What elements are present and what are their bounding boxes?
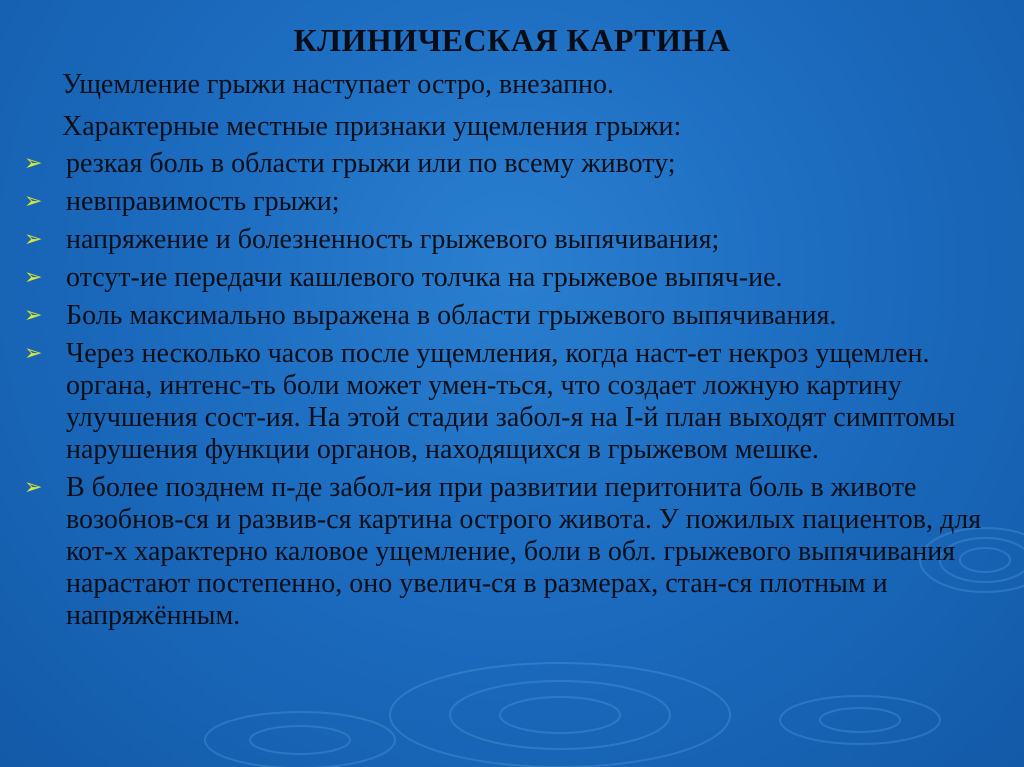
bullet-arrow-icon: ➢ xyxy=(24,227,43,252)
list-item xyxy=(0,338,1024,466)
bullet-text: резкая боль в области грыжи или по всему животу; xyxy=(66,148,676,179)
bullet-text: В более позднем п-де забол-ия при развитии перитонита боль в животе возобнов-ся и развив-ся картина острого живота. У пожилых пациентов, для кот-х характерно каловое ущемление, боли в обл. грыжевого выпячивания нарастают постепенно, оно увелич-ся в размерах, стан-ся плотным и напряжённым. xyxy=(66,472,982,631)
list-item xyxy=(0,148,1024,180)
bullet-arrow-icon: ➢ xyxy=(24,189,43,214)
bullet-text: Через несколько часов после ущемления, когда наст-ет некроз ущемлен. органа, интенс-ть боли может умен-ться, что создает ложную картину улучшения сост-ия. На этой стадии забол-я на I-й план выходят симптомы нарушения функции органов, находящихся в грыжевом мешке. xyxy=(66,338,956,465)
bullet-text: невправимость грыжи; xyxy=(66,186,340,217)
list-item xyxy=(0,262,1024,294)
list-item xyxy=(0,300,1024,332)
bullet-text: Боль максимально выражена в области грыжевого выпячивания. xyxy=(66,300,837,331)
list-item xyxy=(0,472,1024,632)
intro-line-onset: Ущемление грыжи наступает остро, внезапно. xyxy=(62,69,615,100)
bullet-arrow-icon: ➢ xyxy=(24,265,43,290)
bullet-text: отсут-ие передачи кашлевого толчка на грыжевое выпяч-ие. xyxy=(66,262,783,293)
intro-line-local-signs: Характерные местные признаки ущемления грыжи: xyxy=(62,111,682,142)
slide-title: КЛИНИЧЕСКАЯ КАРТИНА xyxy=(293,22,731,58)
bullet-arrow-icon: ➢ xyxy=(24,475,43,500)
list-item xyxy=(0,186,1024,218)
bullet-text: напряжение и болезненность грыжевого выпячивания; xyxy=(66,224,720,255)
bullet-arrow-icon: ➢ xyxy=(24,303,43,328)
bullet-arrow-icon: ➢ xyxy=(24,151,43,176)
list-item xyxy=(0,224,1024,256)
bullet-arrow-icon: ➢ xyxy=(24,341,43,366)
symptom-list xyxy=(0,148,1024,638)
